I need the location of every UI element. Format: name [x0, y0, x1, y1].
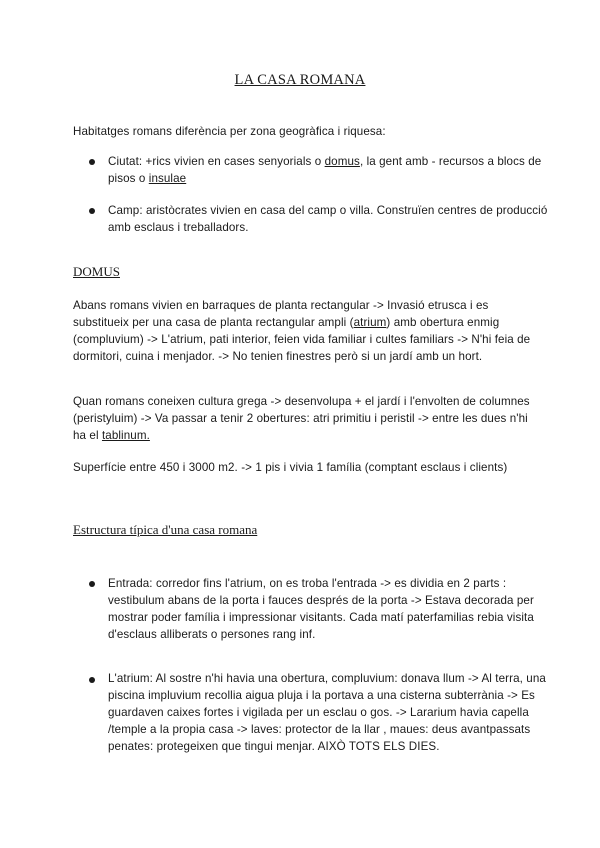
bullet-ciutat-text-mid: , la gent amb - recursos a blocs de pisos o: [108, 155, 542, 185]
bullet-dot: [89, 159, 95, 165]
bullet-entrada: Entrada: corredor fins l'atrium, on es troba l'entrada -> es dividia en 2 parts : vestibulum abans de la porta i fauces després de la porta -> Estava decorada per mostrar poder família i impressionar visitants. Cada matí paterfamilias rebia visita d'esclaus alliberats o persones rang inf.: [108, 577, 534, 641]
domus-paragraph-2: [73, 393, 543, 444]
link-atrium: atrium: [353, 316, 387, 329]
domus-paragraph-1: [73, 297, 543, 365]
bullet-camp: Camp: aristòcrates vivien en casa del camp o villa. Construïen centres de producció amb esclaus i treballadors.: [108, 204, 548, 234]
domus-p1-text: Abans romans vivien en barraques de planta rectangular -> Invasió etrusca i es substitueix per una casa de planta rectangular ampli (: [73, 299, 489, 329]
page-title: LA CASA ROMANA: [234, 72, 366, 88]
domus-paragraph-3: Superfície entre 450 i 3000 m2. -> 1 pis i vivia 1 família (comptant esclaus i clients): [73, 461, 508, 474]
intro-text: Habitatges romans diferència per zona geogràfica i riquesa:: [73, 125, 386, 138]
bullet-ciutat-text: Ciutat: +rics vivien en cases senyorials o: [108, 155, 325, 168]
link-tablinum: tablinum.: [101, 429, 150, 442]
bullet-dot: [89, 677, 95, 683]
bullet-dot: [89, 208, 95, 214]
domus-p1-text-post: ) amb obertura enmig (compluvium) -> L'atrium, pati interior, feien vida familiar i cultes familiars -> N'hi feia de dormitori, cuina i menjador. -> No tenien finestres però si un jardí amb un hort.: [73, 316, 531, 363]
link-domus: domus: [324, 155, 360, 168]
bullet-dot: [89, 581, 95, 587]
section-heading-estructura: Estructura típica d'una casa romana: [73, 522, 258, 537]
section-heading-domus: DOMUS: [73, 264, 120, 279]
bullet-ciutat: [108, 153, 548, 187]
link-insulae: insulae: [148, 172, 187, 185]
domus-p2-text: Quan romans coneixen cultura grega -> desenvolupa + el jardí i l'envolten de columnes (peristyluim) -> Va passar a tenir 2 obertures: atri primitiu i peristil -> entre les dues n'hi ha el: [73, 395, 530, 442]
bullet-atrium: L'atrium: Al sostre n'hi havia una obertura, compluvium: donava llum -> Al terra, una piscina impluvium recollia aigua pluja i la portava a una cisterna subterrània -> Es guardaven caixes fortes i vigilada per un esclau o gos. -> Lararium havia capella /temple a la propia casa -> laves: protector de la llar , maues: deus avantpassats penates: protegeixen que tingui menjar. AIXÒ TOTS ELS DIES.: [108, 672, 546, 753]
